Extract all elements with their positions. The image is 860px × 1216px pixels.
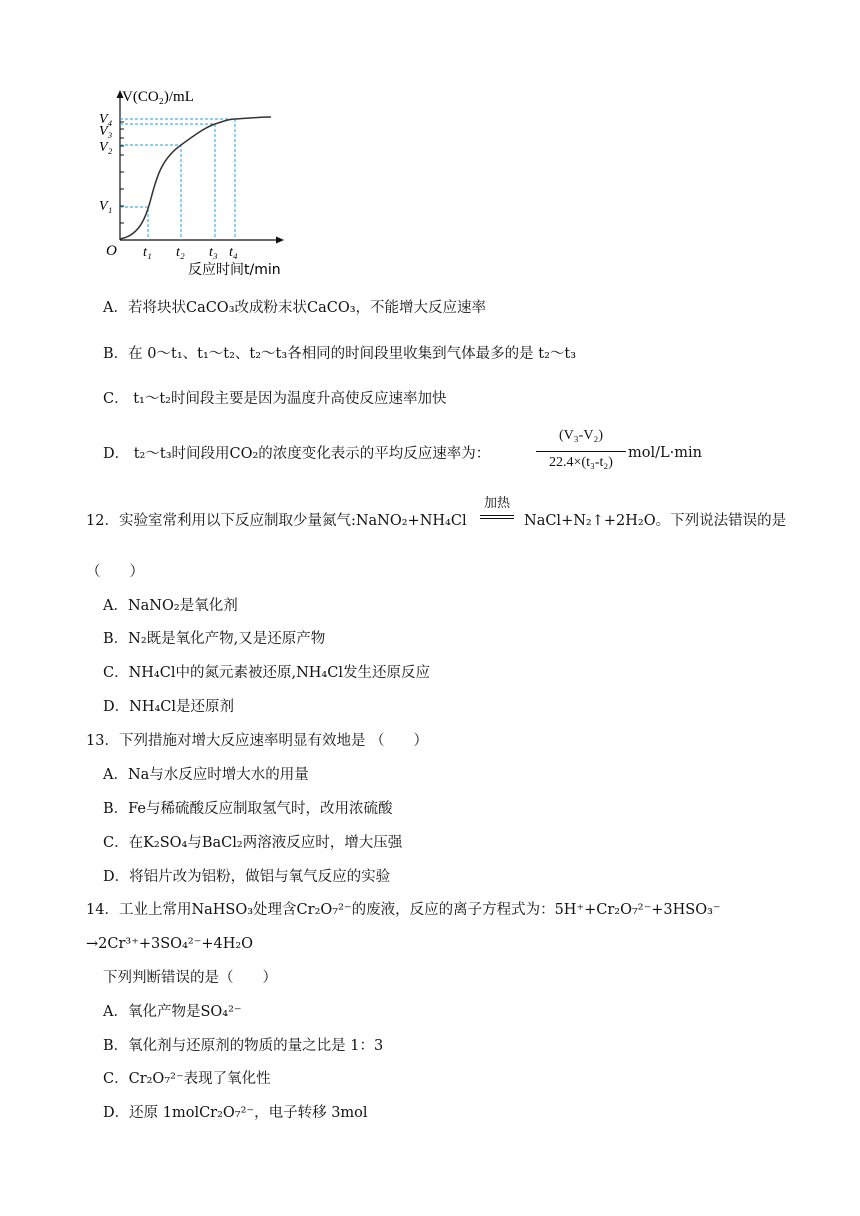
- t4-label: t₄: [229, 245, 238, 260]
- q11-option-b: B．在 0～t₁、t₁～t₂、t₂～t₃各相同的时间段里收集到气体最多的是 t₂～t₃: [103, 346, 577, 362]
- q14-option-d: D．还原 1molCr₂O₇²⁻，电子转移 3mol: [103, 1105, 368, 1121]
- q13-option-b: B．Fe与稀硫酸反应制取氢气时，改用浓硫酸: [103, 801, 393, 817]
- fraction-bar: [536, 451, 626, 452]
- co2-volume-time-figure: [96, 84, 306, 284]
- v2-label: V₂: [99, 140, 113, 155]
- fraction-numerator: (V₃-V₂): [559, 428, 603, 443]
- rate-unit: mol/L·min: [628, 445, 702, 461]
- heat-condition: [478, 496, 516, 526]
- q13-option-c: C．在K₂SO₄与BaCl₂两溶液反应时，增大压强: [103, 835, 403, 851]
- v1-label: V₁: [99, 199, 113, 214]
- q12-answer-paren: （ ）: [86, 564, 144, 580]
- q12-option-b: B．N₂既是氧化产物,又是还原产物: [103, 631, 326, 647]
- equals-line-bottom: [480, 518, 514, 519]
- q14-stem-line1: 14．工业上常用NaHSO₃处理含Cr₂O₇²⁻的废液，反应的离子方程式为：5H⁺+Cr₂O₇²⁻+3HSO₃⁻: [86, 902, 721, 918]
- q11-option-c: C． t₁～t₂时间段主要是因为温度升高使反应速率加快: [103, 391, 447, 407]
- q12-option-a: A．NaNO₂是氧化剂: [103, 598, 238, 614]
- q11-option-a: A．若将块状CaCO₃改成粉末状CaCO₃，不能增大反应速率: [103, 300, 487, 316]
- guide-lines: [120, 119, 235, 240]
- q14-stem-line2: →2Cr³⁺+3SO₄²⁻+4H₂O: [86, 936, 254, 952]
- t3-label: t₃: [209, 245, 218, 260]
- v3-label: V₃: [99, 124, 113, 139]
- q14-option-c: C．Cr₂O₇²⁻表现了氧化性: [103, 1071, 271, 1087]
- x-axis-label: 反应时间t/min: [188, 262, 281, 278]
- co2-curve: [120, 117, 271, 239]
- q12-stem-part1: 12．实验室常利用以下反应制取少量氮气:NaNO₂+NH₄Cl: [86, 513, 467, 529]
- q12-option-c: C．NH₄Cl中的氮元素被还原,NH₄Cl发生还原反应: [103, 665, 430, 681]
- q14-option-b: B．氧化剂与还原剂的物质的量之比是 1：3: [103, 1038, 384, 1054]
- t2-label: t₂: [176, 245, 185, 260]
- q13-option-d: D．将铝片改为铝粉，做铝与氧气反应的实验: [103, 869, 391, 885]
- heat-label: 加热: [483, 496, 510, 511]
- q11-option-d: D． t₂～t₃时间段用CO₂的浓度变化表示的平均反应速率为：: [103, 446, 491, 462]
- v4-label: V₄: [99, 112, 113, 127]
- origin-label: O: [106, 243, 117, 259]
- q14-option-a: A．氧化产物是SO₄²⁻: [103, 1004, 242, 1020]
- t1-label: t₁: [143, 245, 152, 260]
- y-axis-label: V(CO₂)/mL: [122, 89, 194, 105]
- q13-option-a: A．Na与水反应时增大水的用量: [103, 767, 309, 783]
- q13-stem: 13．下列措施对增大反应速率明显有效地是 （ ）: [86, 733, 429, 749]
- q14-stem-line3: 下列判断错误的是（ ）: [103, 970, 277, 986]
- q12-option-d: D．NH₄Cl是还原剂: [103, 699, 235, 715]
- rate-fraction: [536, 426, 626, 480]
- q12-stem-part2: NaCl+N₂↑+2H₂O。下列说法错误的是: [524, 513, 787, 529]
- x-axis-arrow: [276, 237, 284, 244]
- fraction-denominator: 22.4×(t₃-t₂): [549, 455, 613, 470]
- equals-line-top: [480, 515, 514, 516]
